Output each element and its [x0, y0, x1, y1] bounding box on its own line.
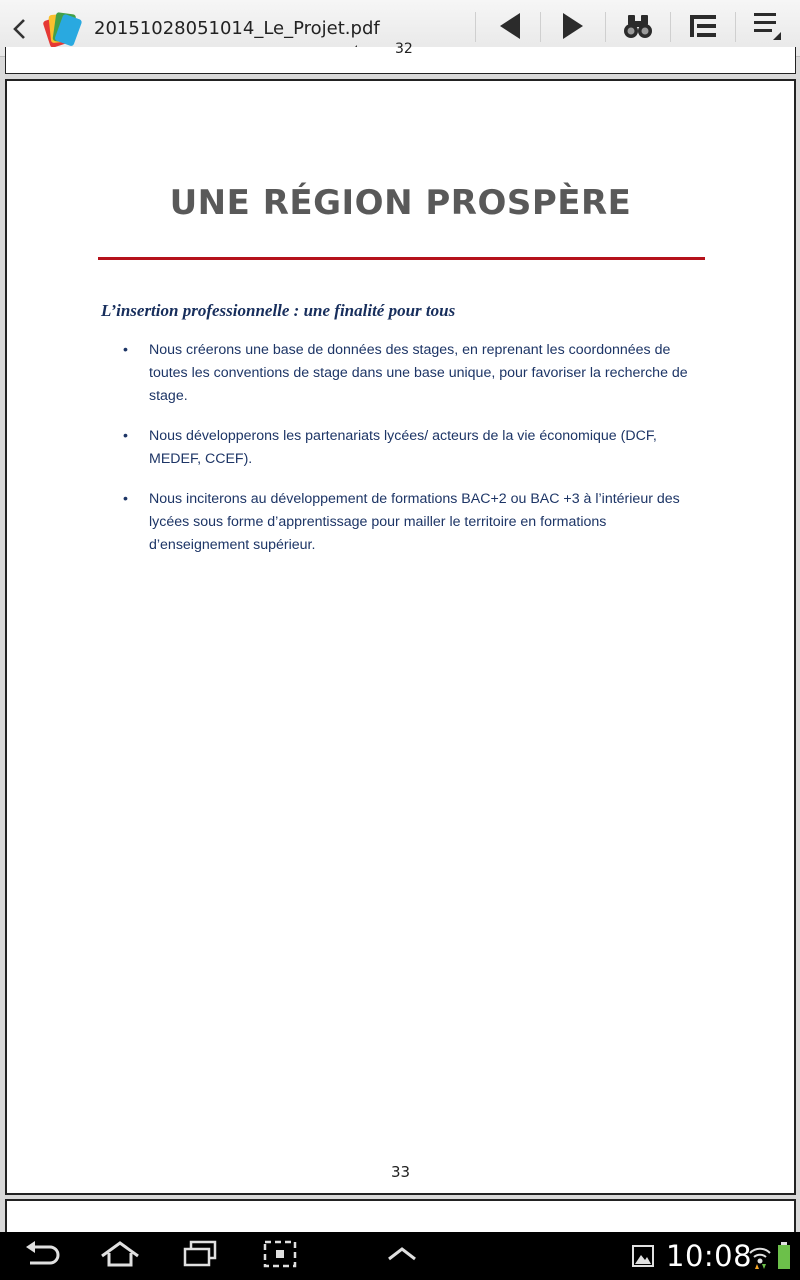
- nav-up-chevron-icon: [386, 1244, 418, 1269]
- app-logo-icon: [38, 8, 86, 48]
- previous-page-button[interactable]: [485, 10, 535, 46]
- pdf-page[interactable]: [5, 79, 796, 1195]
- table-of-contents-button[interactable]: [678, 10, 728, 46]
- toolbar-divider: [605, 12, 606, 42]
- next-page-icon: [561, 12, 585, 45]
- toolbar-divider: [735, 12, 736, 42]
- nav-home-icon: [99, 1240, 141, 1273]
- file-name-label: 20151028051014_Le_Projet.pdf: [94, 18, 380, 39]
- wifi-icon: [748, 1240, 772, 1272]
- page-heading: UNE RÉGION PROSPÈRE: [169, 183, 632, 223]
- nav-screenshot-button[interactable]: [258, 1240, 302, 1272]
- nav-up-chevron-button[interactable]: [380, 1240, 424, 1272]
- gallery-notification-icon: [630, 1240, 656, 1272]
- nav-recent-apps-icon: [182, 1240, 218, 1273]
- toolbar-divider: [670, 12, 671, 42]
- nav-home-button[interactable]: [98, 1240, 142, 1272]
- bullet-text: Nous créerons une base de données des stages, en reprenant les coordonnées de toutes les conventions de stage dans une base unique, pour favoriser la recherche de stage.: [149, 342, 688, 404]
- next-page-button[interactable]: [548, 10, 598, 46]
- nav-recent-apps-button[interactable]: [178, 1240, 222, 1272]
- list-item: [123, 339, 705, 408]
- status-clock: 10:08: [666, 1239, 753, 1273]
- list-item: [123, 488, 705, 557]
- overflow-menu-icon: [751, 10, 783, 47]
- back-arrow-icon[interactable]: [8, 14, 32, 44]
- previous-page-number: 32: [395, 41, 413, 57]
- previous-page-preview[interactable]: [5, 41, 796, 74]
- bullet-point: •: [123, 491, 128, 507]
- previous-page-icon: [498, 12, 522, 45]
- page-number: 33: [390, 1163, 411, 1181]
- heading-divider: [98, 257, 705, 260]
- toolbar-divider: [540, 12, 541, 42]
- dropdown-caret-icon: [347, 37, 357, 47]
- toolbar-divider: [475, 12, 476, 42]
- nav-back-button[interactable]: [20, 1240, 64, 1272]
- section-title: L’insertion professionnelle : une finalité pour tous: [101, 301, 456, 320]
- nav-back-icon: [22, 1240, 62, 1273]
- search-button[interactable]: [613, 10, 663, 46]
- binoculars-search-icon: [623, 12, 653, 45]
- overflow-menu-button[interactable]: [742, 10, 792, 46]
- nav-screenshot-icon: [263, 1240, 297, 1273]
- table-of-contents-icon: [689, 13, 717, 44]
- bullet-point: •: [123, 428, 128, 444]
- battery-icon: [774, 1240, 794, 1272]
- bullet-text: Nous inciterons au développement de formations BAC+2 ou BAC +3 à l’intérieur des lycées sous forme d’apprentissage pour mailler le territoire en formations d’enseignement supérieur.: [149, 491, 680, 553]
- pdf-viewer[interactable]: [0, 41, 800, 1232]
- bullet-text: Nous développerons les partenariats lycées/ acteurs de la vie économique (DCF, MEDEF, CCEF).: [149, 428, 657, 467]
- bullet-list: [123, 339, 705, 574]
- system-nav-bar: [0, 1232, 800, 1280]
- list-item: [123, 425, 705, 471]
- bullet-point: •: [123, 342, 128, 358]
- file-name-dropdown[interactable]: [94, 16, 380, 50]
